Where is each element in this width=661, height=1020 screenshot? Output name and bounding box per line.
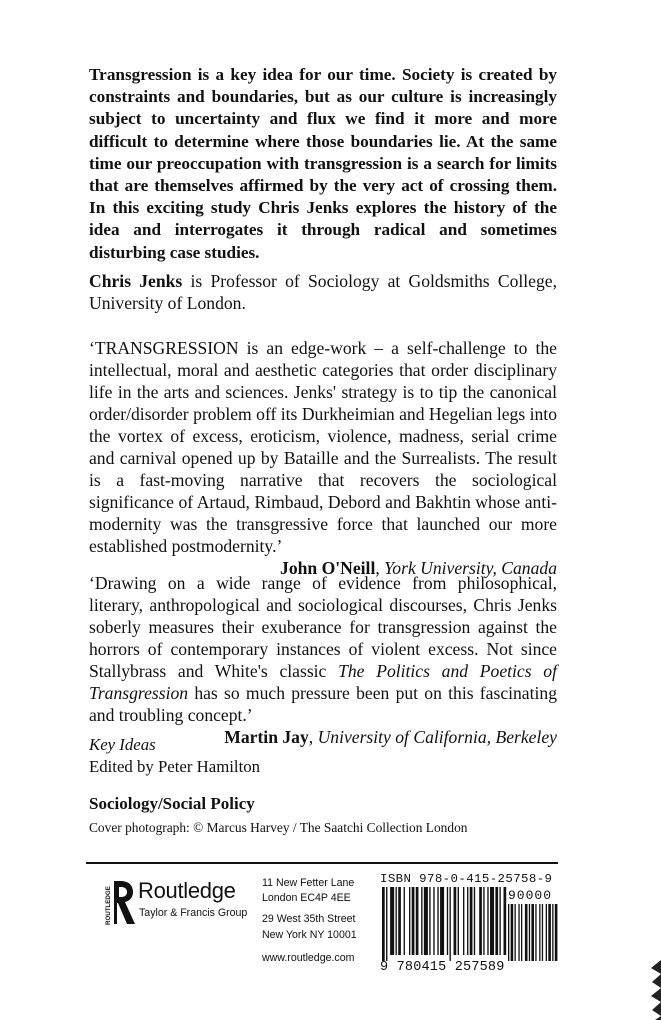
barcode-bar — [454, 887, 457, 955]
barcode-bar — [504, 887, 507, 955]
publisher-address — [262, 876, 382, 966]
address-us-line1: 29 West 35th Street — [262, 913, 356, 926]
barcode-bar — [398, 887, 401, 955]
barcode-bar — [409, 887, 410, 955]
attribution-name: Martin Jay — [224, 727, 309, 747]
addon-bar — [552, 904, 553, 961]
addon-bar — [508, 904, 509, 961]
blurb-text: Transgression is a key idea for our time. Society is created by constraints and boundaries, but as our culture is increasingly subject to uncertainty and flux we find it more and more difficult to determine where those boundaries lie. At the same time our preoccupation with transgression is a search for limits that are themselves affirmed by the very act of crossing them. In this exciting study Chris Jenks explores the history of the idea and interrogates it through radical and sometimes disturbing case studies. — [89, 65, 557, 262]
divider-line — [86, 862, 558, 864]
addon-bar — [511, 904, 514, 961]
author-name: Chris Jenks — [89, 271, 183, 291]
barcode-bar — [437, 887, 438, 955]
addon-bar — [546, 904, 547, 961]
barcode-bar — [483, 887, 484, 955]
barcode-bar — [386, 887, 387, 961]
quote-jay-attribution: Martin Jay, University of California, Berkeley — [224, 727, 557, 747]
barcode-bar — [433, 887, 434, 955]
barcode-bar — [479, 887, 482, 955]
barcode-bar — [495, 887, 498, 955]
barcode-bar — [421, 887, 422, 955]
attribution-name: John O'Neill — [280, 558, 376, 578]
addon-bar — [515, 904, 516, 961]
cover-credit: Cover photograph: © Marcus Harvey / The Saatchi Collection London — [89, 820, 468, 835]
barcode-bar — [470, 887, 473, 955]
quote-jay-text-part1: ‘Drawing on a wide range of evidence from philosophical, literary, anthropological and sociological discourses, Chris Jenks soberly measures their exuberance for transgression against the horrors of contemporary instances of violent excess. Not since Stallybrass and White's classic — [89, 573, 557, 681]
barcode-bar — [463, 887, 464, 955]
publisher-name: Routledge — [138, 878, 236, 903]
address-uk-line2: London EC4P 4EE — [262, 892, 351, 905]
addon-bar — [518, 904, 519, 961]
quoted-book-title: The Politics and Poetics of Transgression — [89, 661, 557, 703]
barcode-bar — [416, 887, 419, 955]
quote-jay — [89, 572, 557, 748]
publisher-group: Taylor & Francis Group — [139, 907, 248, 919]
addon-bar — [548, 904, 551, 961]
barcode-bar — [487, 887, 488, 955]
author-bio — [89, 270, 557, 314]
barcode-bar — [467, 887, 468, 955]
barcode-bar — [490, 887, 494, 955]
address-uk-line1: 11 New Fetter Lane — [262, 877, 355, 889]
addon-bar — [529, 904, 530, 961]
addon-bar — [525, 904, 528, 961]
barcode-bar — [440, 887, 444, 955]
barcode-number: 9 780415 257589 — [380, 960, 505, 975]
addon-bar — [555, 904, 558, 961]
addon-bar — [521, 904, 522, 961]
quote-jay-text-part2: has so much pressure been put on this fascinating and troubling concept.’ — [89, 683, 557, 725]
barcode-bar — [458, 887, 459, 955]
address-us-line2: New York NY 10001 — [262, 928, 357, 941]
logo-vertical-text: ROUTLEDGE — [105, 886, 112, 925]
series-name: Key Ideas — [89, 735, 156, 754]
barcode-bar — [390, 887, 394, 955]
author-bio-text: is Professor of Sociology at Goldsmiths College, University of London. — [89, 271, 557, 313]
series-editor: Edited by Peter Hamilton — [89, 757, 261, 776]
publisher-logo — [102, 873, 252, 943]
addon-bar — [531, 904, 534, 961]
barcode-bar — [429, 887, 430, 955]
barcode-bar — [382, 887, 385, 961]
addon-bar — [542, 904, 543, 961]
isbn-label: ISBN 978-0-415-25758-9 — [380, 872, 553, 886]
barcode-bar — [450, 887, 451, 961]
barcode-bar — [396, 887, 397, 955]
publisher-website: www.routledge.com — [262, 951, 355, 964]
barcode-bar — [404, 887, 405, 955]
quote-jay-text — [89, 572, 557, 726]
quote-oneill — [89, 337, 557, 579]
series-info — [89, 734, 557, 778]
edge-decoration — [649, 960, 661, 1020]
barcode-bar — [499, 887, 500, 955]
price-addon: 90000 — [508, 888, 553, 903]
attribution-affiliation: University of California, Berkeley — [317, 727, 557, 747]
routledge-logo-icon — [102, 877, 138, 929]
addon-bar — [535, 904, 536, 961]
barcode-bar — [474, 887, 475, 955]
attribution-affiliation: York University, Canada — [384, 558, 557, 578]
quote-oneill-attribution: John O'Neill, York University, Canada — [280, 558, 557, 578]
barcode-bar — [424, 887, 428, 955]
barcode-bar — [412, 887, 415, 955]
addon-bar — [539, 904, 540, 961]
subject-category: Sociology/Social Policy — [89, 794, 255, 813]
quote-oneill-text: ‘TRANSGRESSION is an edge-work – a self-challenge to the intellectual, moral and aesthetic categories that order disciplinary life in the arts and sciences. Jenks' strategy is to tip the canonical order/disorder problem off its Durkheimian and Hegelian legs into the vortex of excess, eroticism, violence, madness, serial crime and carnival opened up by Bataille and the Surrealists. The result is a fast-moving narrative that recovers the sociological significance of Artaud, Rimbaud, Debord and Bakhtin whose anti-modernity was the transgressive force that launched our more established postmodernity.’ — [89, 338, 557, 556]
barcode-bar — [447, 887, 448, 955]
